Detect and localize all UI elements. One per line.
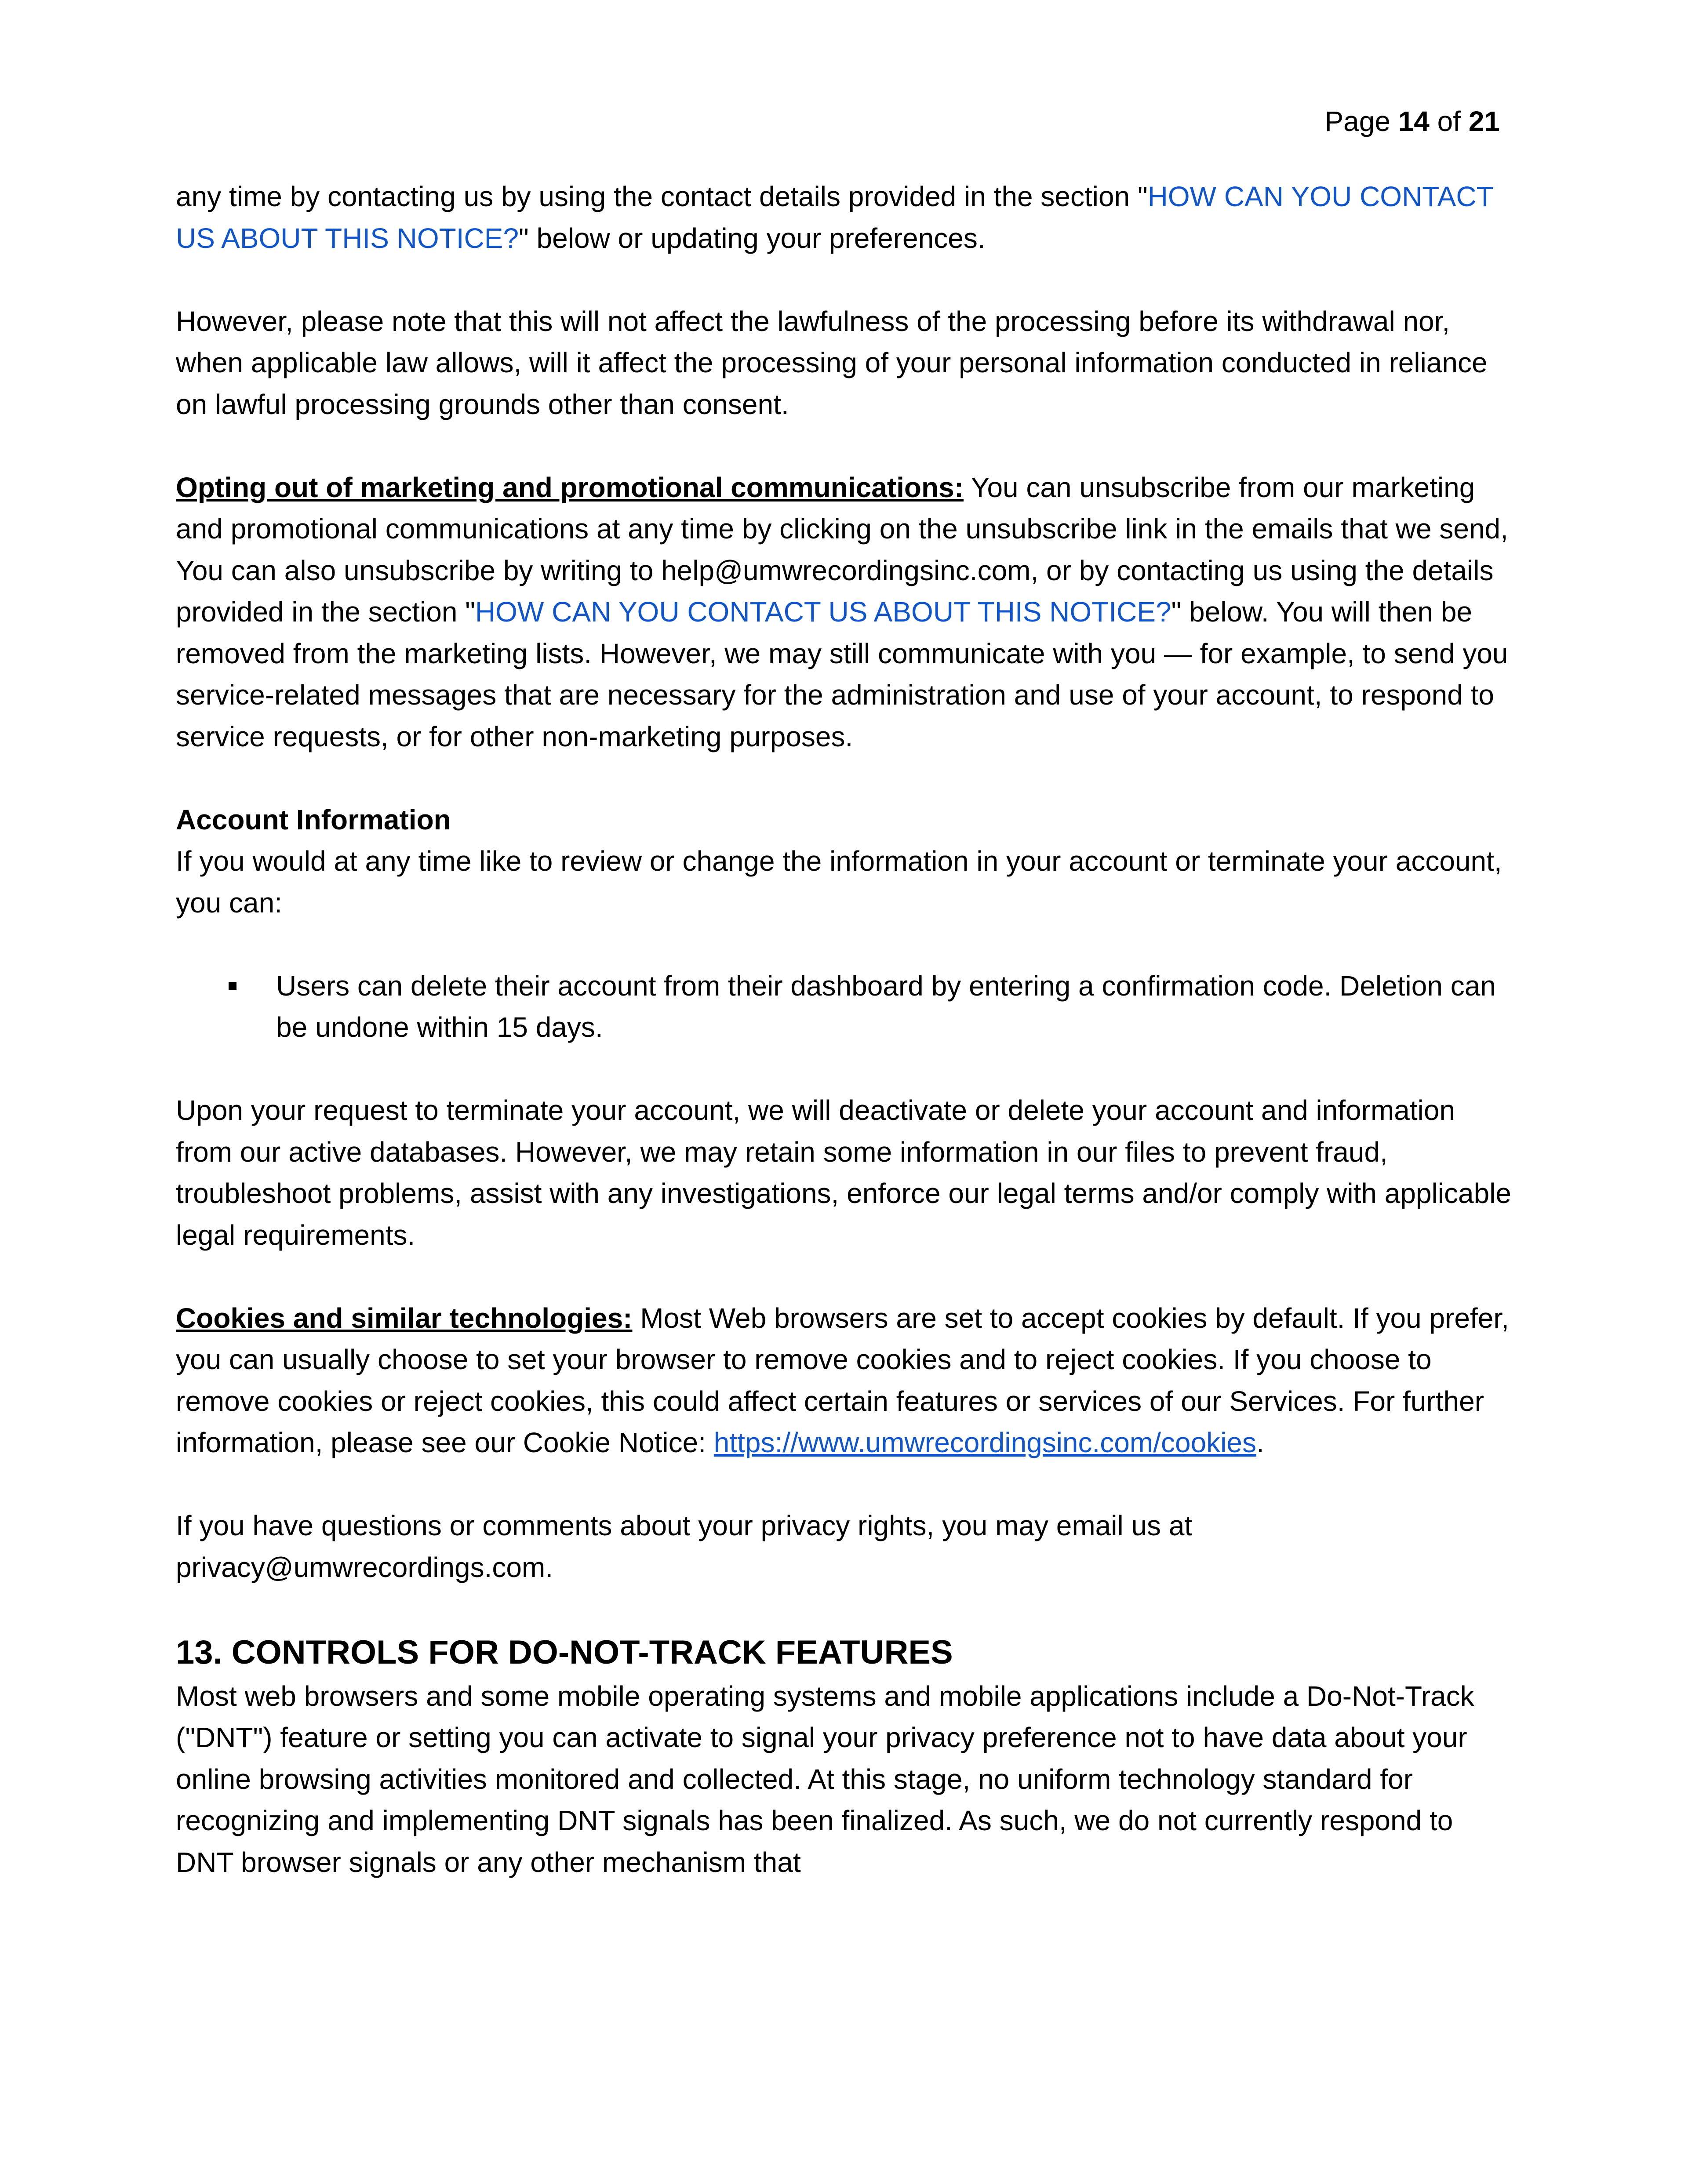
list-item-text: Users can delete their account from their dashboard by entering a confirmation code. Deletion can be undone within 15 days. bbox=[276, 970, 1496, 1043]
section-13-heading: 13. CONTROLS FOR DO-NOT-TRACK FEATURES bbox=[176, 1633, 953, 1671]
paragraph-privacy-contact: If you have questions or comments about your privacy rights, you may email us at privacy@umwrecordings.com. bbox=[176, 1510, 1193, 1583]
cookies-heading: Cookies and similar technologies: bbox=[176, 1302, 633, 1334]
document-body bbox=[176, 176, 1512, 1883]
list-item bbox=[276, 965, 1512, 1048]
square-bullet-icon bbox=[229, 982, 236, 990]
paragraph-do-not-track: Most web browsers and some mobile operating systems and mobile applications include a Do-Not-Track ("DNT") feature or setting you can activate to signal your privacy preference not to have data about your online browsing activities monitored and collected. At this stage, no uniform technology standard for recognizing and implementing DNT signals has been finalized. As such, we do not currently respond to DNT browser signals or any other mechanism that bbox=[176, 1680, 1474, 1878]
total-pages-number: 21 bbox=[1468, 105, 1500, 137]
paragraph-text: " below or updating your preferences. bbox=[519, 222, 986, 254]
paragraph-text: Most Web browsers are set to accept cookies by default. If you prefer, you can usually choose to set your browser to remove cookies and to reject cookies. If you choose to remove cookies or reject cookies, this could affect certain features or services of our Services. For further information, please see our Cookie Notice: bbox=[176, 1302, 1509, 1458]
account-options-list bbox=[176, 965, 1512, 1048]
paragraph-opting-out bbox=[176, 467, 1512, 758]
paragraph-cookies bbox=[176, 1297, 1512, 1464]
paragraph-text: any time by contacting us by using the contact details provided in the section " bbox=[176, 181, 1148, 212]
paragraph-text: . bbox=[1256, 1427, 1264, 1458]
paragraph-termination: Upon your request to terminate your account, we will deactivate or delete your account and information from our active databases. However, we may retain some information in our files to prevent fraud, troubleshoot problems, assist with any investigations, enforce our legal terms and/or comply with applicable legal requirements. bbox=[176, 1094, 1511, 1251]
cookie-notice-link[interactable]: https://www.umwrecordingsinc.com/cookies bbox=[713, 1427, 1256, 1458]
current-page-number: 14 bbox=[1398, 105, 1430, 137]
paragraph-text: You can unsubscribe from our marketing and promotional communications at any time by clicking on the unsubscribe link in the emails that we send, You can also unsubscribe by writing to help@umwrecordingsinc.com, or by contacting us using the details provided in the section " bbox=[176, 471, 1508, 628]
account-information-heading: Account Information bbox=[176, 803, 451, 836]
contact-notice-link[interactable]: HOW CAN YOU CONTACT US ABOUT THIS NOTICE? bbox=[176, 181, 1493, 254]
page-number bbox=[1324, 100, 1500, 142]
paragraph-contact-preferences bbox=[176, 176, 1512, 259]
paragraph-text: " below. You will then be removed from the marketing lists. However, we may still communicate with you — for example, to send you service-related messages that are necessary for the administration and use of your account, to respond to service requests, or for other non-marketing purposes. bbox=[176, 596, 1508, 752]
paragraph-withdrawal: However, please note that this will not affect the lawfulness of the processing before its withdrawal nor, when applicable law allows, will it affect the processing of your personal information conducted in reliance on lawful processing grounds other than consent. bbox=[176, 305, 1488, 420]
account-information-intro: If you would at any time like to review or change the information in your account or terminate your account, you can: bbox=[176, 845, 1502, 919]
page-label: Page bbox=[1324, 105, 1390, 137]
contact-notice-link[interactable]: HOW CAN YOU CONTACT US ABOUT THIS NOTICE? bbox=[475, 596, 1171, 628]
of-label: of bbox=[1437, 105, 1461, 137]
opting-out-heading: Opting out of marketing and promotional communications: bbox=[176, 471, 964, 503]
